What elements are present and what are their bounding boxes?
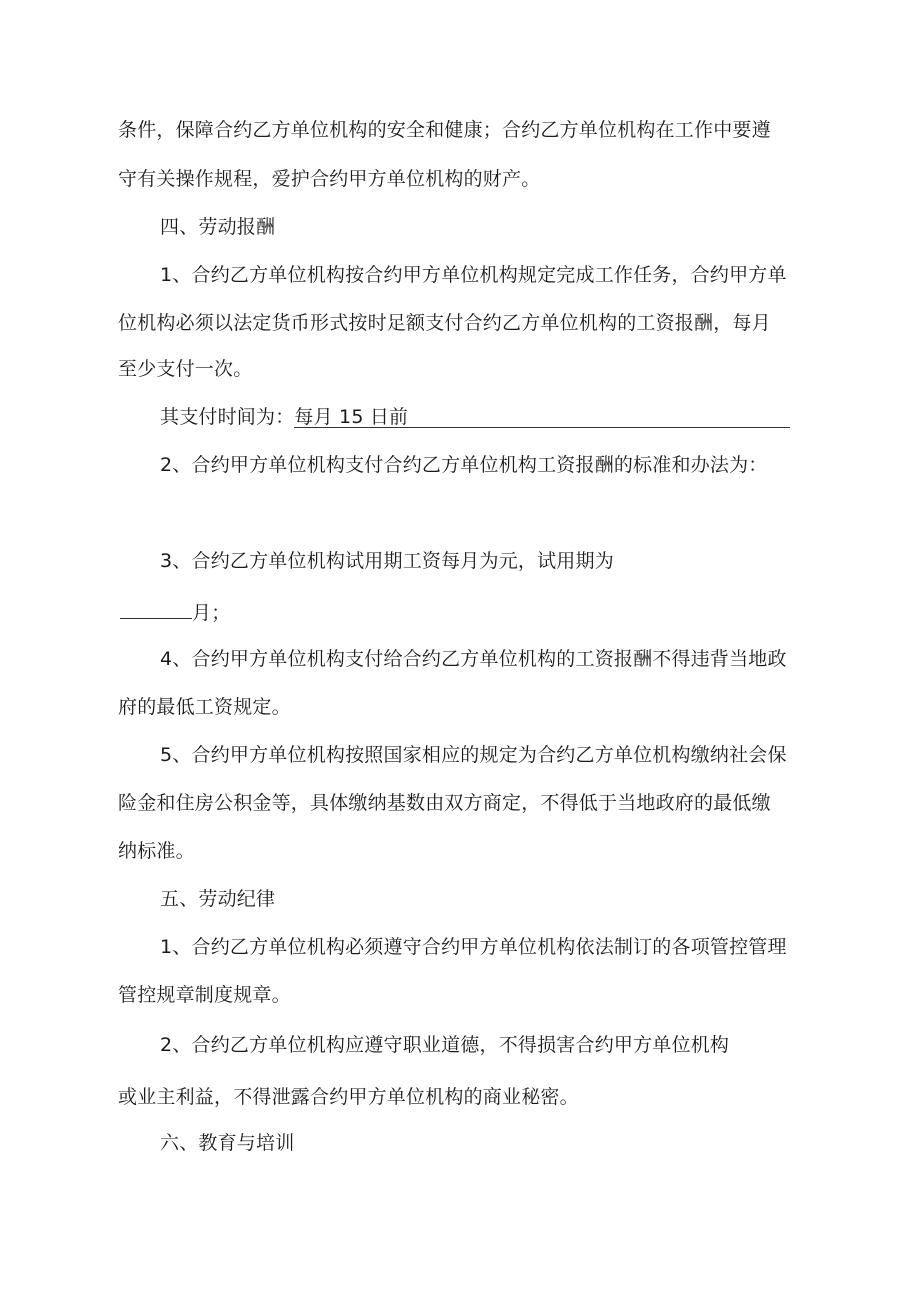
paragraph-line: 位机构必须以法定货币形式按时足额支付合约乙方单位机构的工资报酬，每月	[118, 312, 771, 334]
payment-time-field	[294, 408, 790, 428]
payment-time-line	[160, 408, 790, 428]
paragraph-line: 3、合约乙方单位机构试用期工资每月为元，试用期为	[160, 550, 614, 572]
paragraph-line: 5、合约甲方单位机构按照国家相应的规定为合约乙方单位机构缴纳社会保	[160, 744, 787, 766]
paragraph-line: 或业主利益，不得泄露合约甲方单位机构的商业秘密。	[118, 1086, 579, 1108]
probation-month-blank	[120, 600, 192, 619]
payment-time-label: 其支付时间为：	[160, 406, 295, 428]
probation-month-line	[120, 600, 230, 623]
paragraph-line: 守有关操作规程，爱护合约甲方单位机构的财产。	[118, 168, 541, 190]
paragraph-line: 险金和住房公积金等，具体缴纳基数由双方商定，不得低于当地政府的最低缴	[118, 792, 771, 814]
paragraph-line: 2、合约甲方单位机构支付合约乙方单位机构工资报酬的标准和办法为：	[160, 454, 768, 476]
paragraph-line: 2、合约乙方单位机构应遵守职业道德，不得损害合约甲方单位机构	[160, 1034, 730, 1056]
paragraph-line: 1、合约乙方单位机构按合约甲方单位机构规定完成工作任务，合约甲方单	[160, 264, 787, 286]
paragraph-line: 4、合约甲方单位机构支付给合约乙方单位机构的工资报酬不得违背当地政	[160, 648, 787, 670]
paragraph-line: 1、合约乙方单位机构必须遵守合约甲方单位机构依法制订的各项管控管理	[160, 936, 787, 958]
probation-month-suffix: 月；	[192, 602, 231, 624]
paragraph-line: 条件，保障合约乙方单位机构的安全和健康；合约乙方单位机构在工作中要遵	[118, 119, 771, 141]
section-heading: 五、劳动纪律	[160, 888, 276, 910]
paragraph-line: 至少支付一次。	[118, 358, 253, 380]
section-heading: 四、劳动报酬	[160, 216, 276, 238]
paragraph-line: 府的最低工资规定。	[118, 696, 291, 718]
paragraph-line: 纳标准。	[118, 840, 195, 862]
payment-time-value: 每月 15 日前	[294, 406, 409, 428]
paragraph-line: 管控规章制度规章。	[118, 984, 291, 1006]
section-heading: 六、教育与培训	[160, 1132, 295, 1154]
